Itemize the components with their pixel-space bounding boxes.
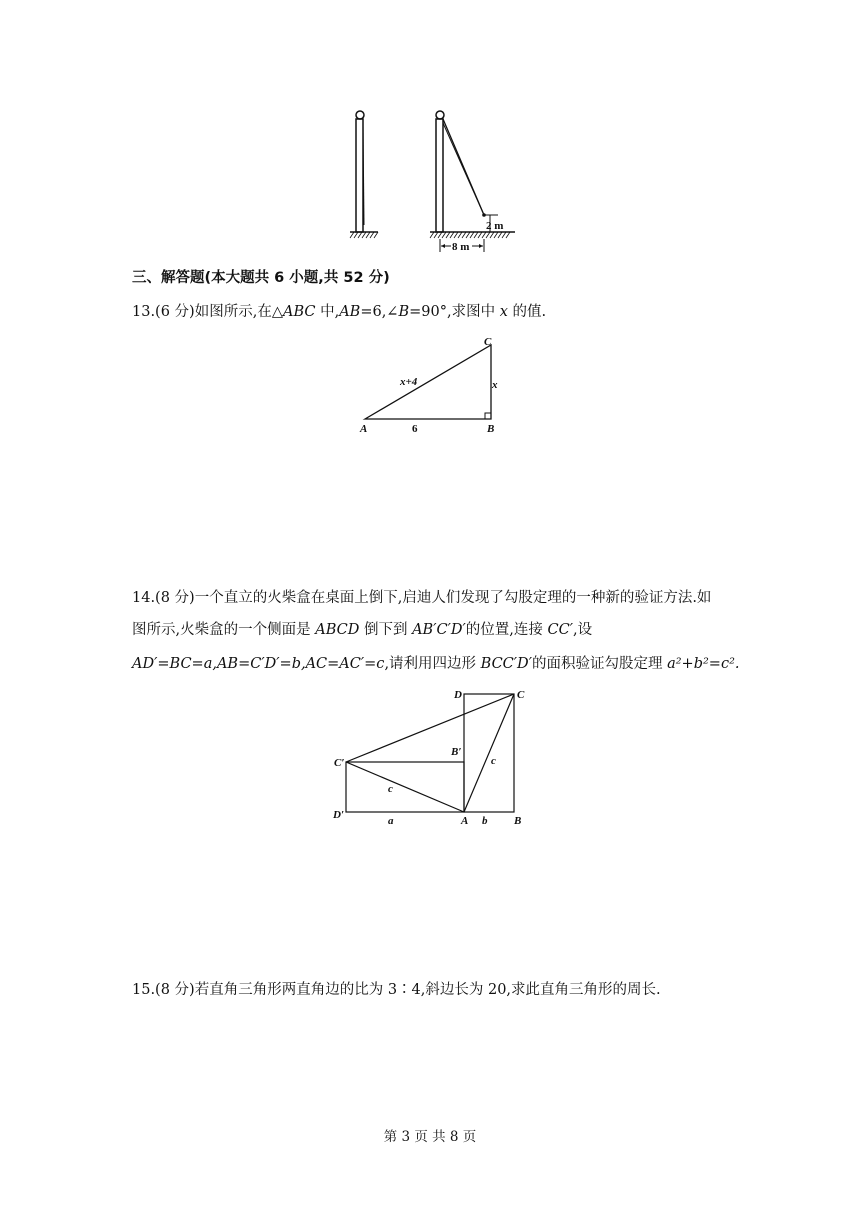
vertex-b: B <box>487 423 495 435</box>
label-c: C <box>517 689 525 701</box>
leg-label: x <box>492 379 498 391</box>
label-c-prime: C′ <box>334 757 345 769</box>
matchbox-figure-14 <box>328 682 538 827</box>
base-label: 6 <box>412 423 418 435</box>
flagpole-figure <box>340 105 530 255</box>
label-b-prime: B′ <box>451 746 462 758</box>
right-pole <box>430 111 515 253</box>
question-14-line2: 图所示,火柴盒的一个侧面是 ABCD 倒下到 AB′C′D′的位置,连接 CC′,设 <box>132 622 593 638</box>
left-pole <box>350 111 378 238</box>
question-13: 13.(6 分)如图所示,在△ABC 中,AB=6,∠B=90°,求图中 x 的值. <box>132 304 547 320</box>
label-d-prime: D′ <box>333 809 345 821</box>
hyp-label: x+4 <box>400 376 418 388</box>
label-side-a: a <box>388 815 394 827</box>
question-14-line1: 14.(8 分)一个直立的火柴盒在桌面上倒下,启迪人们发现了勾股定理的一种新的验证方法.如 <box>132 590 712 606</box>
page-footer: 第 3 页 共 8 页 <box>383 1129 477 1145</box>
question-15: 15.(8 分)若直角三角形两直角边的比为 3∶4,斜边长为 20,求此直角三角形的周长. <box>132 982 661 998</box>
label-d: D <box>454 689 462 701</box>
vertex-c: C <box>484 336 492 348</box>
distance-label: 8 m <box>452 241 470 253</box>
label-b: B <box>514 815 522 827</box>
vertex-a: A <box>360 423 368 435</box>
label-c-lower: c <box>388 783 393 795</box>
label-c-right: c <box>491 755 496 767</box>
triangle-figure-13 <box>350 332 520 440</box>
label-side-b: b <box>482 815 488 827</box>
question-14-line3: AD′=BC=a,AB=C′D′=b,AC=AC′=c,请利用四边形 BCC′D′的面积验证勾股定理 a²+b²=c². <box>132 656 740 672</box>
height-label: 2 m <box>486 220 504 232</box>
label-a: A <box>461 815 469 827</box>
section-title: 三、解答题(本大题共 6 小题,共 52 分) <box>132 270 390 286</box>
